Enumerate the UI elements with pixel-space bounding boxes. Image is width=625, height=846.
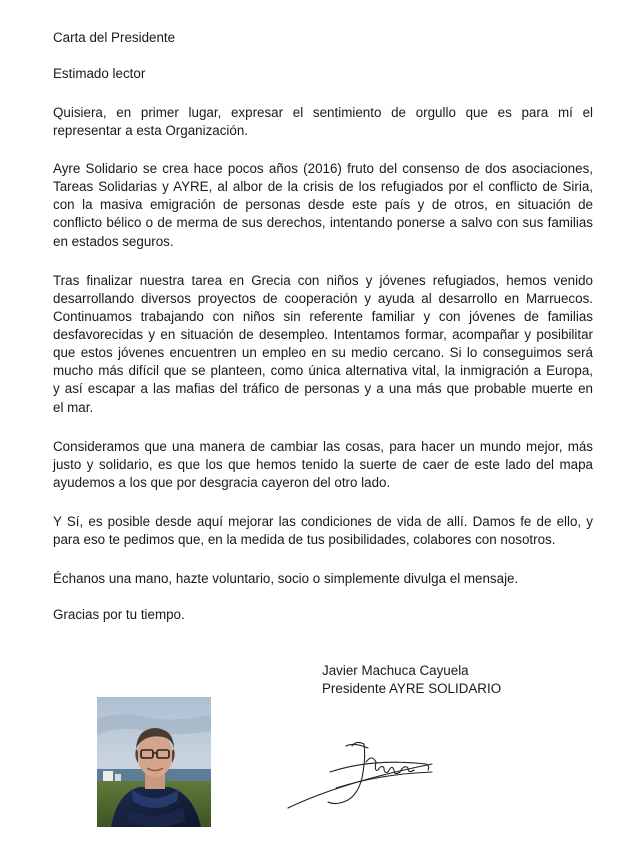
paragraph-line: Quisiera, en primer lugar, expresar el sentimiento de orgullo que es para mí el bbox=[53, 105, 593, 120]
paragraph-line: el mar. bbox=[53, 400, 94, 415]
handwritten-signature bbox=[282, 728, 442, 828]
paragraph-line: con la masiva emigración de personas desde este país y de otros, en situación de bbox=[53, 197, 593, 212]
paragraph-line: desfavorecidas y en situación de desempleo. Intentamos formar, acompañar y posibilitar bbox=[53, 327, 593, 342]
paragraph-line: Y Sí, es posible desde aquí mejorar las condiciones de vida de allí. Damos fe de ello, y bbox=[53, 514, 593, 529]
paragraph-line: en estados seguros. bbox=[53, 234, 174, 249]
signer-title: Presidente AYRE SOLIDARIO bbox=[322, 681, 502, 696]
letter-heading: Carta del Presidente bbox=[53, 30, 176, 45]
paragraph-line: justo y solidario, es que los que hemos tenido la suerte de caer de este lado del mapa bbox=[53, 457, 593, 472]
paragraph-line: mucho más difícil que se planteen, como única alternativa vital, la inmigración a Europa, bbox=[53, 363, 593, 378]
president-portrait-photo bbox=[97, 697, 211, 827]
closing-line: Gracias por tu tiempo. bbox=[53, 607, 185, 622]
paragraph-line: desarrollando diversos proyectos de cooperación y ayuda al desarrollo en Marruecos. bbox=[53, 291, 593, 306]
paragraph-line: y así escapar a las mafias del tráfico de personas y a una más que probable muerte en bbox=[53, 381, 593, 396]
paragraph-line: representar a esta Organización. bbox=[53, 123, 249, 138]
paragraph-line: Tareas Solidarias y AYRE, al albor de la crisis de los refugiados por el conflicto de Siria, bbox=[53, 179, 593, 194]
paragraph-line: ayudemos a los que por desgracia cayeron del otro lado. bbox=[53, 475, 391, 490]
signer-name: Javier Machuca Cayuela bbox=[322, 663, 469, 678]
paragraph-line: conflicto bélico o de merma de sus derechos, intentando ponerse a salvo con sus familias bbox=[53, 215, 593, 230]
paragraph-line: Tras finalizar nuestra tarea en Grecia con niños y jóvenes refugiados, hemos venido bbox=[53, 273, 593, 288]
paragraph-6: Échanos una mano, hazte voluntario, socio o simplemente divulga el mensaje. bbox=[53, 571, 519, 586]
paragraph-line: Continuamos trabajando con niños sin referente familiar y con jóvenes de familias bbox=[53, 309, 593, 324]
paragraph-line: para eso te pedimos que, en la medida de tus posibilidades, colabores con nosotros. bbox=[53, 532, 556, 547]
paragraph-line: que estos jóvenes encuentren un empleo en su medio cercano. Si lo conseguimos será bbox=[53, 345, 593, 360]
paragraph-line: Consideramos que una manera de cambiar las cosas, para hacer un mundo mejor, más bbox=[53, 439, 593, 454]
salutation: Estimado lector bbox=[53, 66, 146, 81]
paragraph-line: Ayre Solidario se crea hace pocos años (2016) fruto del consenso de dos asociaciones, bbox=[53, 161, 593, 176]
